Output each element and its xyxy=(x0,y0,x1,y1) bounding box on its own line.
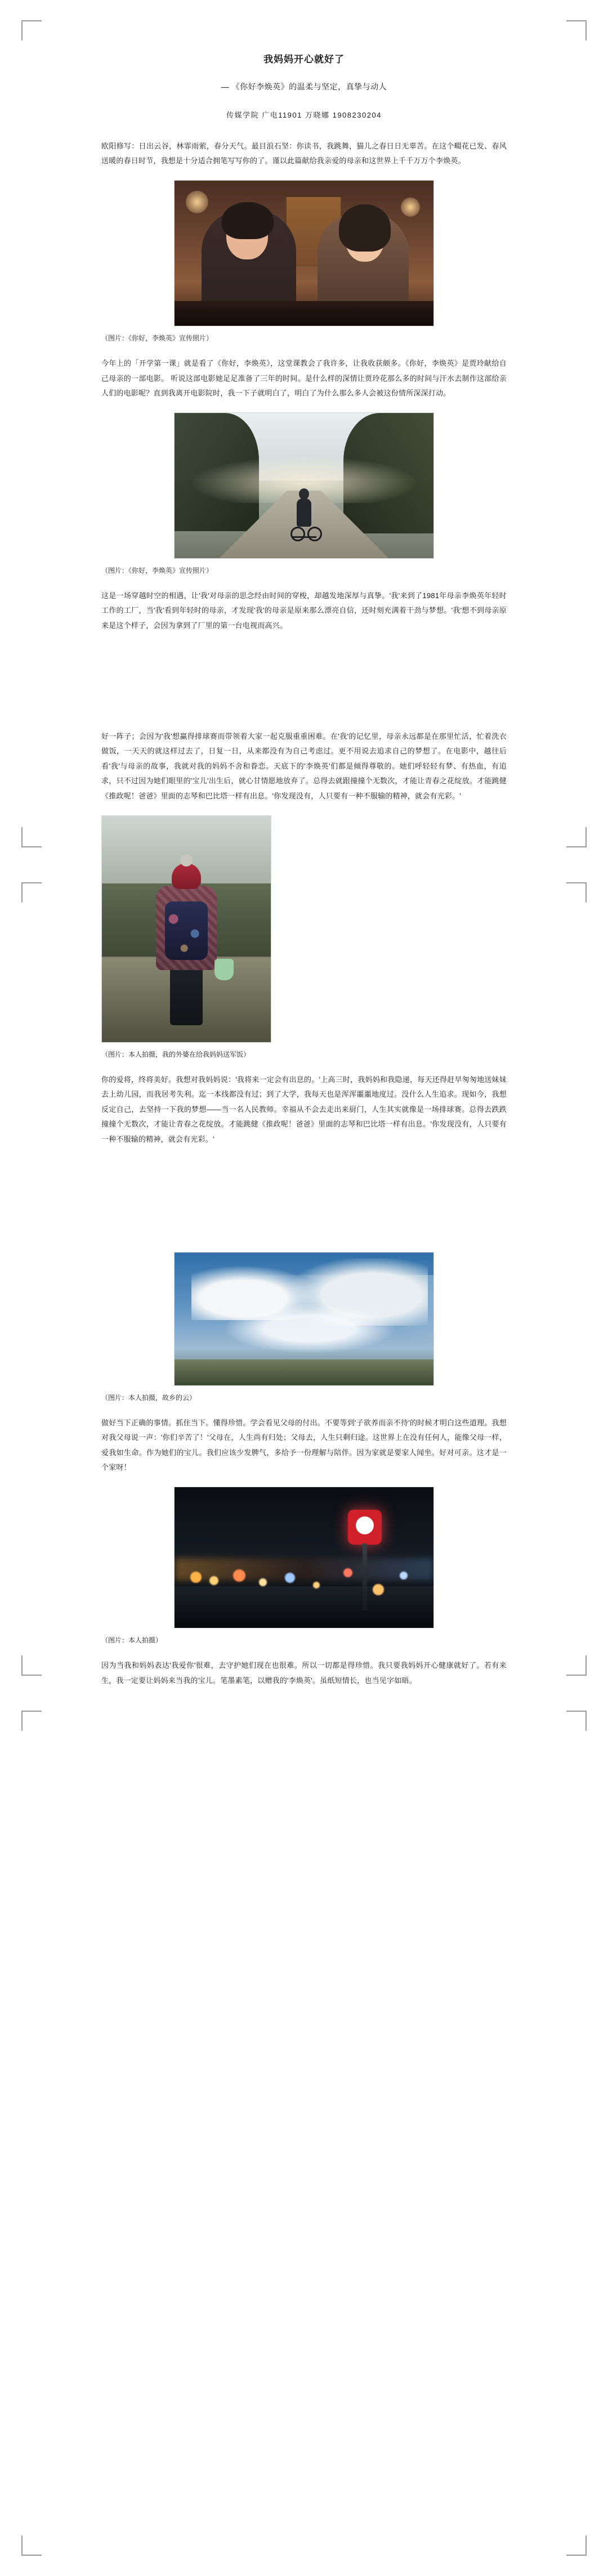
figure-5 xyxy=(101,1487,507,1647)
page-subtitle: — 《你好李焕英》的温柔与坚定，真挚与动人 xyxy=(221,82,387,92)
floral-backpack xyxy=(165,901,208,960)
table-foreground xyxy=(175,301,433,326)
crop-mark-top-left xyxy=(21,20,42,41)
crop-mark-mid1-left xyxy=(21,882,42,903)
bokeh-light xyxy=(285,1573,295,1583)
person-right-hair xyxy=(339,204,391,252)
cyclist-head xyxy=(299,488,309,500)
paragraph: 今年上的「开学第一课」就是看了《你好，李焕英》，这堂课教会了我许多，让我收获颇多。《你好，李焕英》是贾玲献给自己母亲的一部电影。 听说这部电影她足足准备了三年的时间。是什么样的深情让贾玲花那么多的时间与汗水去制作这部给亲人们的电影呢？直到我离开电影院时，我一下子就明白了，明白了为什么那么多人会被这份情所深深打动。 xyxy=(101,358,507,398)
bokeh-light xyxy=(209,1576,218,1585)
crop-mark-mid1b-right xyxy=(566,827,587,847)
crop-mark-mid2b-left xyxy=(21,1655,42,1676)
bokeh-light xyxy=(233,1569,245,1582)
photo-mother-walking xyxy=(101,815,271,1043)
cloud xyxy=(225,1304,394,1353)
figure-caption: （图片：《你好，李焕英》宣传照片） xyxy=(101,566,213,575)
page-title: 我妈妈开心就好了 xyxy=(263,54,345,65)
bokeh-light xyxy=(186,191,208,213)
bokeh-light xyxy=(401,198,420,217)
figure-caption: （图片：本人拍摄） xyxy=(101,1636,163,1645)
document-body xyxy=(101,0,507,1748)
crop-mark-mid1-right xyxy=(566,882,587,903)
crop-mark-bottom-left xyxy=(21,2535,42,2556)
horizon-treeline xyxy=(175,1359,433,1385)
crop-mark-mid2-right xyxy=(566,1711,587,1731)
bicycle-wheel xyxy=(290,527,305,541)
figure-3 xyxy=(101,815,507,1061)
bokeh-light xyxy=(259,1578,267,1586)
crop-mark-mid1b-left xyxy=(21,827,42,847)
figure-caption: （图片：本人拍摄，故乡的云） xyxy=(101,1393,196,1402)
bokeh-light xyxy=(343,1568,352,1577)
figure-4 xyxy=(101,1252,507,1404)
paragraph: 好一阵子；会因为'我'想赢得排球赛而带领着大家一起克服重重困难。在'我'的记忆里，母亲永远都是在那里忙活，忙着洗衣做饭，一天天的就这样过去了，日复一日，从来都没有为自己考虑过。更不用说去追求自己的梦想了。在电影中，越往后看'我'与母亲的故事，我就对我的妈妈不舍和眷恋。天底下的'李焕英'们都是倾得尊敬的。她们呼轻轻有梦、有热血，有追求，只不过因为她们眼里的'宝儿'出生后，就心甘情愿地放弃了。总得去就跟撞撞个无数次，才能让青春之花绽放。才能跳健《推政呢！爸爸》里面的志琴和巴比塔一样有出息。'你发现没有，人只要有一种不服输的精神，就会有光彩。' xyxy=(101,731,507,801)
street-surface xyxy=(175,1586,433,1628)
section-spacer xyxy=(101,1699,507,1748)
figure-caption: （图片：本人拍摄，我的外婆在给我妈妈送军饭） xyxy=(101,1050,251,1058)
section-spacer xyxy=(101,1159,507,1243)
paragraph: 因为当我和妈妈表达'我爱你'很难，去守护她们现在也很难。所以一切都是得珍惜。我只要我妈妈开心健康就好了。若有来生，我一定要让妈妈来当我的宝儿。笔墨素笔，以赠我的'李焕英'。虽纸短情长，也当见字如晤。 xyxy=(101,1661,507,1685)
paragraph: 你的爱将，终将美好。我想对我妈妈说：'我将来一定会有出息的。'上高三时，我妈妈和我隐递，每天还得赶早匆匆地送妹妹去上幼儿园，而我居考失利。迄一本线都没有过；到了大学，我每天也是浑浑噩噩地度过。没什么人生追求。现如今，我想反定自己，去坚持一下我的梦想——当一名人民教师。幸福从不会去走出来厨门，人生其实就像是一场排球赛。总得去跌跌撞撞个无数次，才能让青春之花绽放。才能跳健《推政呢！爸爸》里面的志琴和巴比塔一样有出息。'你发现没有，人只要有一种不服输的精神，就会有光彩。' xyxy=(101,1075,507,1144)
neon-sign xyxy=(348,1510,382,1545)
paragraph: 欧阳修写：日出云谷，林霏雨萦，春分天气。最目浪石坚：你读书，我跳舞，猫儿之春日日无辜苦。在这个畷花已发、春风送暖的春日时节，我想是十分适合拥笔写写你的了。谨以此篇献给我亲爱的母亲和这世界上千千万万个李焕英。 xyxy=(101,141,507,165)
figure-2 xyxy=(101,412,507,577)
bokeh-light xyxy=(400,1572,408,1579)
photo-movie-still-2 xyxy=(174,412,434,559)
sign-pole xyxy=(363,1543,367,1611)
photo-clouds xyxy=(174,1252,434,1386)
photo-movie-still-1 xyxy=(174,180,434,326)
figure-caption: （图片：《你好，李焕英》宣传照片） xyxy=(101,334,213,343)
crop-mark-bottom-right xyxy=(566,2535,587,2556)
hat-pompom xyxy=(180,854,193,867)
section-spacer xyxy=(101,645,507,729)
green-bag xyxy=(214,959,234,980)
paragraph: 这是一场穿越时空的相遇，让'我'对母亲的思念经由时间的穿梭，却越发地深厚与真挚。'我'来到了1981年母亲李焕英年轻时工作的工厂，当'我'看到年轻时的母亲，才发现'我'的母亲是原来那么漂亮自信，还时刻充满着干劲与梦想。'我'想不到母亲原来是这个样子，会因为拿到了厂里的第一台电视而高兴。 xyxy=(101,591,507,630)
red-hat xyxy=(172,863,201,889)
crop-mark-top-right xyxy=(566,20,587,41)
photo-night-street xyxy=(174,1487,434,1628)
person-left-hair xyxy=(222,202,274,239)
figure-1 xyxy=(101,180,507,345)
bokeh-light xyxy=(190,1572,202,1583)
bokeh-light xyxy=(373,1584,384,1595)
bokeh-light xyxy=(313,1582,320,1588)
crop-mark-mid2b-right xyxy=(566,1655,587,1676)
byline: 传媒学院 广电11901 万晓娜 1908230204 xyxy=(226,110,382,119)
crop-mark-mid2-left xyxy=(21,1711,42,1731)
paragraph: 做好当下正确的事情。抓住当下。懂得珍惜。学会看见父母的付出。不要等到'子欲养而亲不待'的时候才明白这些道理。我想对我父母说一声：'你们辛苦了！'父母在，人生尚有归处；父母去，人生只剩归途。这世界上在没有任何人，能像父母一样，爱我如生命。作为她们的宝儿。我们应该少发脾气，多给予一份理解与陪伴。因为家就是要家人闻坐。好对可亲。这才是一个家呀！ xyxy=(101,1418,507,1472)
bicycle-wheel xyxy=(307,527,322,541)
